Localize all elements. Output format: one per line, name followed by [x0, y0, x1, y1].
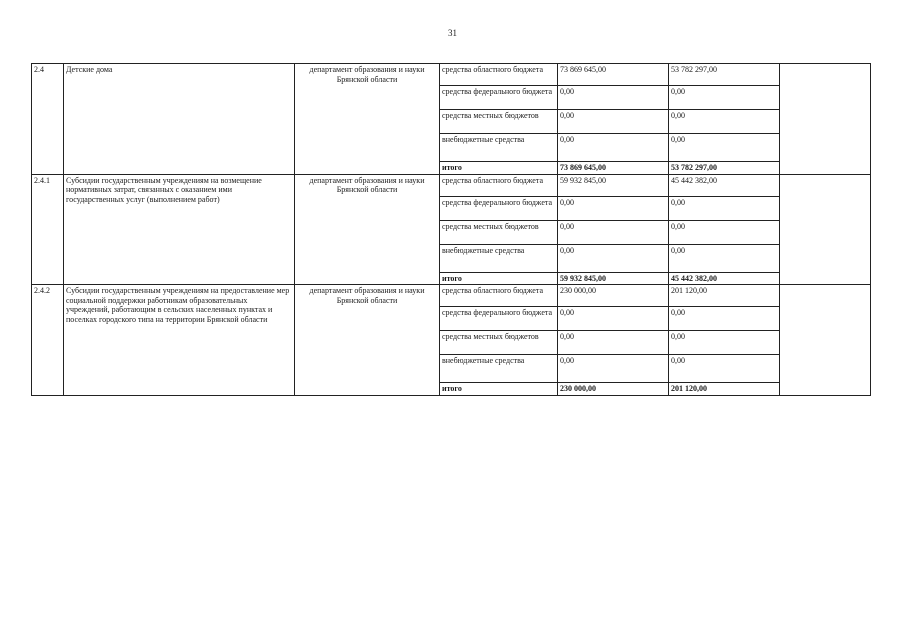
empty-cell — [780, 285, 871, 396]
item-executor: департамент образования и науки Брянской области — [295, 64, 440, 175]
amount-actual: 0,00 — [669, 86, 780, 110]
empty-cell — [780, 64, 871, 175]
funding-source-total: итого — [440, 162, 558, 175]
amount-actual: 0,00 — [669, 220, 780, 244]
amount-actual-total: 201 120,00 — [669, 383, 780, 396]
item-code: 2.4 — [32, 64, 64, 175]
amount-actual: 201 120,00 — [669, 285, 780, 307]
item-executor: департамент образования и науки Брянской области — [295, 285, 440, 396]
amount-planned-total: 59 932 845,00 — [558, 272, 669, 285]
amount-actual: 0,00 — [669, 355, 780, 383]
funding-source: средства областного бюджета — [440, 64, 558, 86]
funding-source: средства местных бюджетов — [440, 110, 558, 134]
amount-planned: 0,00 — [558, 220, 669, 244]
page-number: 31 — [448, 28, 457, 38]
amount-planned: 0,00 — [558, 307, 669, 331]
funding-source: средства федерального бюджета — [440, 307, 558, 331]
table-row — [32, 285, 871, 307]
funding-source: средства местных бюджетов — [440, 331, 558, 355]
amount-planned: 0,00 — [558, 86, 669, 110]
amount-actual: 0,00 — [669, 307, 780, 331]
table-row — [32, 174, 871, 196]
amount-planned: 0,00 — [558, 134, 669, 162]
amount-actual-total: 53 782 297,00 — [669, 162, 780, 175]
funding-source-total: итого — [440, 383, 558, 396]
empty-cell — [780, 174, 871, 285]
amount-planned: 0,00 — [558, 355, 669, 383]
funding-source: средства федерального бюджета — [440, 86, 558, 110]
amount-actual-total: 45 442 382,00 — [669, 272, 780, 285]
amount-planned: 0,00 — [558, 196, 669, 220]
table-row — [32, 64, 871, 86]
item-name: Детские дома — [64, 64, 295, 175]
amount-planned: 0,00 — [558, 244, 669, 272]
amount-planned: 59 932 845,00 — [558, 174, 669, 196]
funding-source: средства федерального бюджета — [440, 196, 558, 220]
amount-actual: 0,00 — [669, 244, 780, 272]
funding-source: средства областного бюджета — [440, 174, 558, 196]
budget-table — [31, 63, 871, 396]
item-code: 2.4.1 — [32, 174, 64, 285]
amount-actual: 53 782 297,00 — [669, 64, 780, 86]
item-name: Субсидии государственным учреждениям на предоставление мер социальной поддержки работникам образовательных учреждений, работающим в сельских населенных пунктах и поселках городского типа на территории Брянской области — [64, 285, 295, 396]
funding-source: средства местных бюджетов — [440, 220, 558, 244]
amount-planned-total: 230 000,00 — [558, 383, 669, 396]
amount-planned: 0,00 — [558, 110, 669, 134]
item-code: 2.4.2 — [32, 285, 64, 396]
funding-source: средства областного бюджета — [440, 285, 558, 307]
item-name: Субсидии государственным учреждениям на возмещение нормативных затрат, связанных с оказанием ими государственных услуг (выполнением работ) — [64, 174, 295, 285]
funding-source: внебюджетные средства — [440, 355, 558, 383]
amount-planned: 73 869 645,00 — [558, 64, 669, 86]
funding-source: внебюджетные средства — [440, 134, 558, 162]
item-executor: департамент образования и науки Брянской области — [295, 174, 440, 285]
funding-source-total: итого — [440, 272, 558, 285]
amount-planned: 0,00 — [558, 331, 669, 355]
amount-actual: 0,00 — [669, 134, 780, 162]
funding-source: внебюджетные средства — [440, 244, 558, 272]
amount-actual: 0,00 — [669, 110, 780, 134]
amount-actual: 0,00 — [669, 196, 780, 220]
amount-actual: 45 442 382,00 — [669, 174, 780, 196]
amount-actual: 0,00 — [669, 331, 780, 355]
amount-planned: 230 000,00 — [558, 285, 669, 307]
amount-planned-total: 73 869 645,00 — [558, 162, 669, 175]
